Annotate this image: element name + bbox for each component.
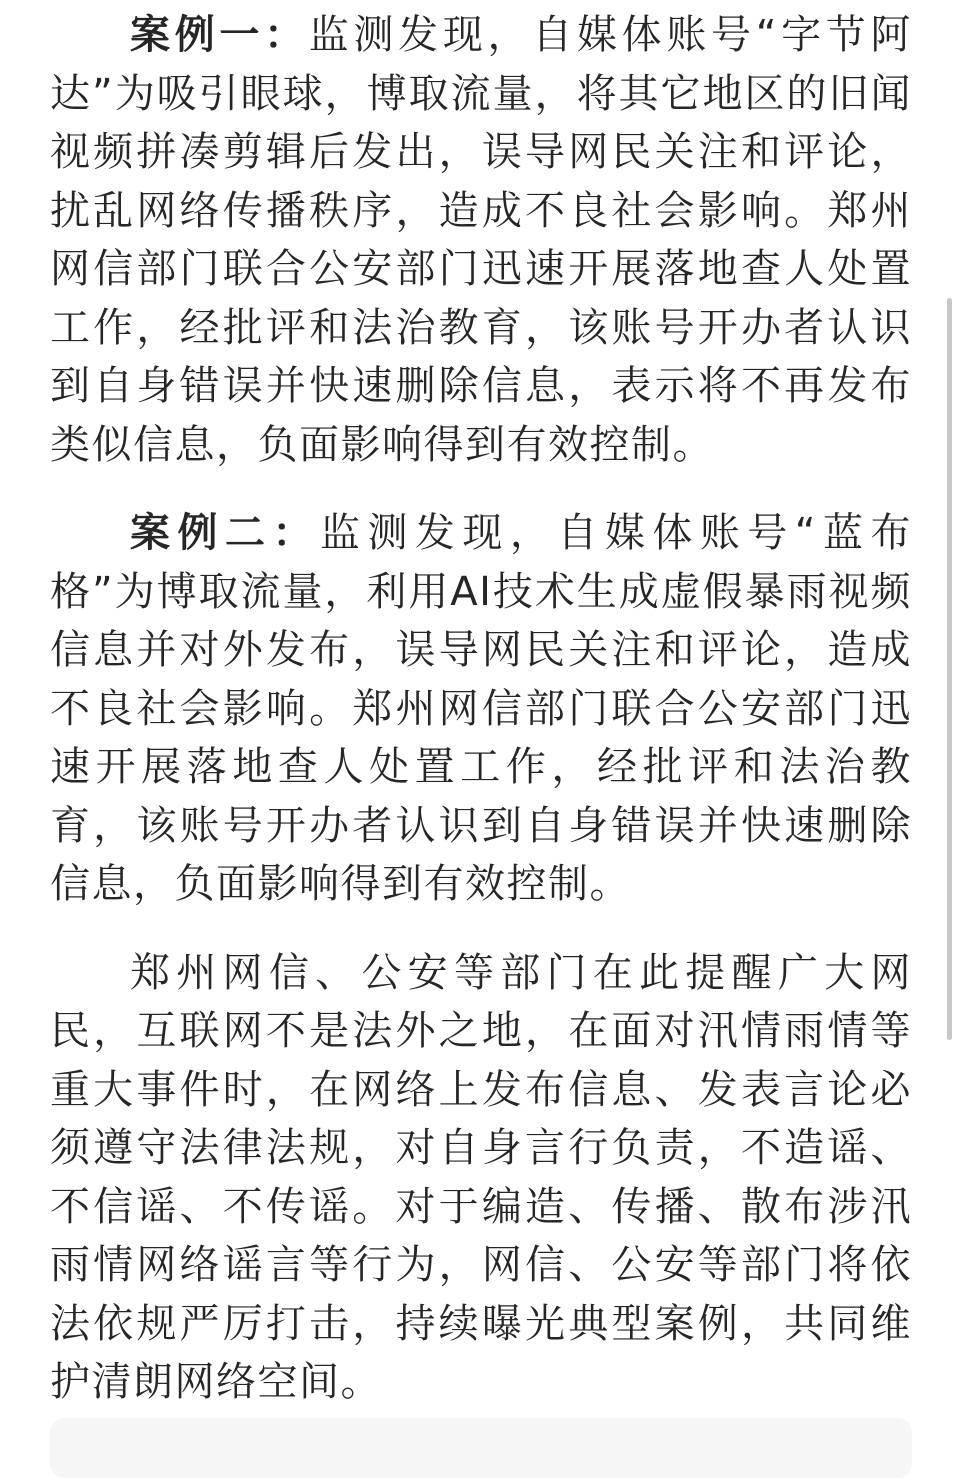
scrollbar-thumb[interactable]	[947, 298, 952, 1040]
case-two-heading: 案例二：	[130, 510, 320, 556]
case-two-paragraph	[50, 504, 912, 914]
case-two-text: 监测发现，自媒体账号“蓝布格”为博取流量，利用AI技术生成虚假暴雨视频信息并对外发布，误导网民关注和评论，造成不良社会影响。郑州网信部门联合公安部门迅速开展落地查人处置工作，经批评和法治教育，该账号开办者认识到自身错误并快速删除信息，负面影响得到有效控制。	[50, 510, 912, 907]
reminder-paragraph	[50, 944, 912, 1412]
case-one-text: 监测发现，自媒体账号“字节阿达”为吸引眼球，博取流量，将其它地区的旧闻视频拼凑剪辑后发出，误导网民关注和评论，扰乱网络传播秩序，造成不良社会影响。郑州网信部门联合公安部门迅速开展落地查人处置工作，经批评和法治教育，该账号开办者认识到自身错误并快速删除信息，表示将不再发布类似信息，负面影响得到有效控制。	[50, 12, 913, 468]
case-one-paragraph	[50, 6, 912, 474]
bottom-card	[50, 1418, 912, 1478]
case-one-heading: 案例一：	[130, 12, 309, 58]
article-body	[50, 6, 912, 1412]
reminder-text: 郑州网信、公安等部门在此提醒广大网民，互联网不是法外之地，在面对汛情雨情等重大事件时，在网络上发布信息、发表言论必须遵守法律法规，对自身言行负责，不造谣、不信谣、不传谣。对于编造、传播、散布涉汛雨情网络谣言等行为，网信、公安等部门将依法依规严厉打击，持续曝光典型案例，共同维护清朗网络空间。	[50, 949, 912, 1405]
